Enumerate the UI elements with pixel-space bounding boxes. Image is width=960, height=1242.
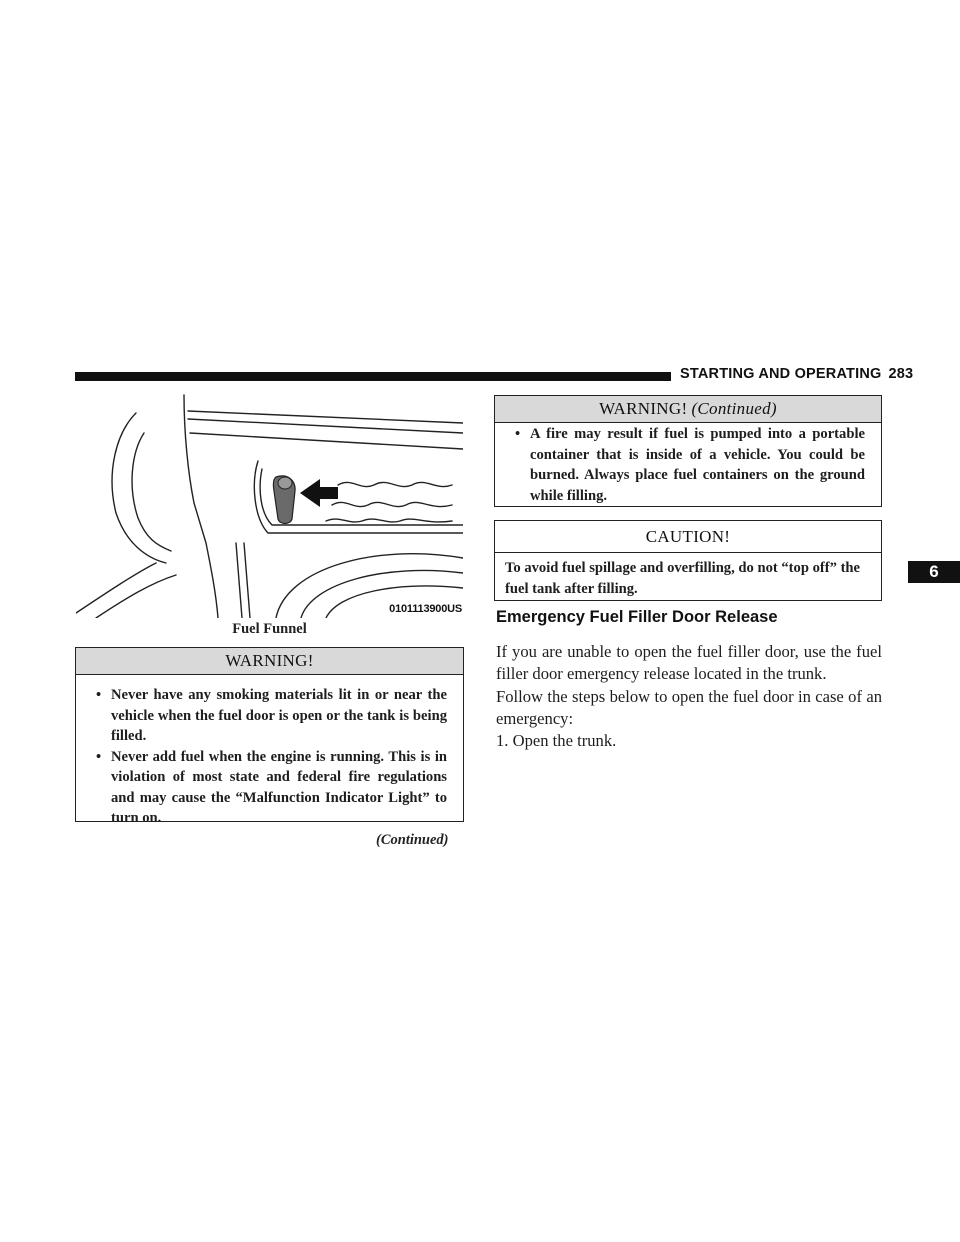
warning-item: • A fire may result if fuel is pumped into a portable container that is inside of a vehicle. You could be burned. Always place fuel containers on the ground while filling. <box>515 426 865 504</box>
bullet-glyph: • <box>515 426 521 442</box>
section-heading: Emergency Fuel Filler Door Release <box>496 608 778 626</box>
warning-item: • Never add fuel when the engine is running. This is in violation of most state and federal fire regulations and may cause the “Malfunction Indicator Light” to turn on. <box>96 748 447 826</box>
warning-list <box>495 423 881 506</box>
page-number: 283 <box>888 366 914 382</box>
bullet-glyph: • <box>96 748 102 765</box>
section-title: STARTING AND OPERATING <box>680 366 882 382</box>
header-rule <box>75 372 671 381</box>
warning-title-continued: WARNING! (Continued) <box>495 396 881 423</box>
caution-text: To avoid fuel spillage and overfilling, do not “top off” the fuel tank after filling. <box>505 560 861 597</box>
warning-box-left <box>75 647 464 826</box>
paragraph: 1. Open the trunk. <box>496 731 617 750</box>
caution-title: CAUTION! <box>495 521 881 553</box>
paragraph: If you are unable to open the fuel filler door, use the fuel filler door emergency release located in the trunk. <box>496 642 882 683</box>
running-header <box>680 366 914 386</box>
warning-title: WARNING! <box>76 648 463 675</box>
caution-box <box>494 520 882 601</box>
continued-note: (Continued) <box>376 832 449 848</box>
fuel-funnel-drawing <box>76 393 463 618</box>
paragraph: Follow the steps below to open the fuel door in case of an emergency: <box>496 687 882 728</box>
chapter-tab: 6 <box>908 561 960 583</box>
bullet-glyph: • <box>96 687 102 703</box>
figure-caption: Fuel Funnel <box>232 621 307 637</box>
fuel-funnel-illustration <box>76 393 463 618</box>
warning-box-right <box>494 395 882 507</box>
warning-item: • Never have any smoking materials lit in or near the vehicle when the fuel door is open or the tank is being filled. <box>96 687 447 744</box>
warning-list <box>76 675 463 829</box>
figure-code: 0101113900US <box>389 603 462 615</box>
